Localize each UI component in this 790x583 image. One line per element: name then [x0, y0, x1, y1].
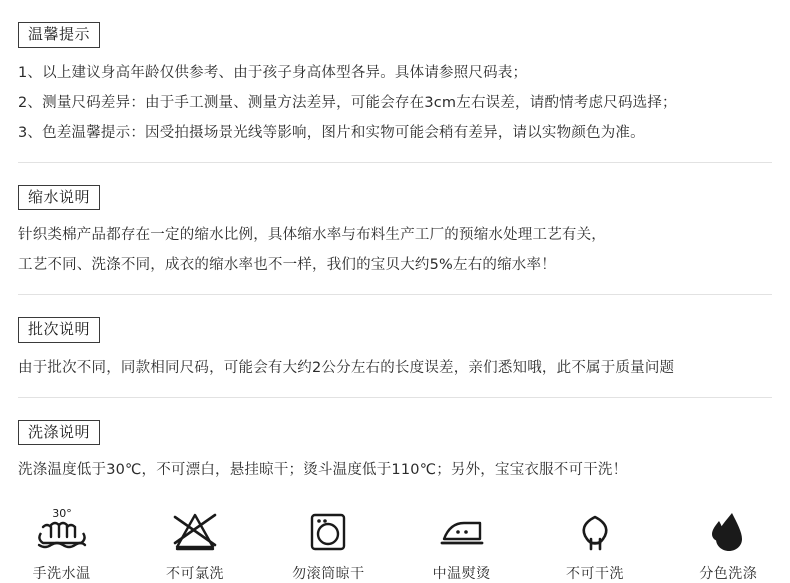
wash-symbol-label: 不可氯洗: [166, 566, 224, 582]
wash-care-symbols: [18, 503, 772, 583]
wash-symbol-wash-separately: [685, 503, 772, 583]
wash-symbol-no-tumble-dry: [285, 503, 372, 583]
section-batch: [18, 295, 772, 398]
section-tag-batch: 批次说明: [18, 317, 100, 343]
hand-wash-icon: [18, 503, 105, 559]
note-line: 针织类棉产品都存在一定的缩水比例，具体缩水率与布料生产工厂的预缩水处理工艺有关，: [18, 227, 606, 243]
note-line: 由于批次不同，同款相同尺码，可能会有大约2公分左右的长度误差，亲们悉知哦，此不属于质量问题: [18, 359, 675, 376]
section-body: [18, 349, 772, 383]
note-line: 2、测量尺码差异：由于手工测量、测量方法差异，可能会存在3cm左右误差，请酌情考虑尺码选择；: [18, 94, 677, 111]
wash-symbol-iron-medium: [418, 503, 505, 583]
no-tumble-dry-icon: [285, 503, 372, 559]
note-line: 1、以上建议身高年龄仅供参考、由于孩子身高体型各异。具体请参照尺码表；: [18, 64, 528, 81]
section-washing: [18, 398, 772, 583]
section-header: [18, 295, 772, 349]
wash-symbol-label: 勿滚筒晾干: [292, 566, 365, 582]
wash-symbol-label: 不可干洗: [565, 566, 624, 582]
section-warm-tips: [18, 0, 772, 163]
section-tag-washing: 洗涤说明: [18, 420, 100, 446]
wash-symbol-hand-wash: [18, 503, 105, 583]
hand-wash-temperature: 30°: [51, 507, 72, 520]
note-line: 工艺不同、洗涤不同，成衣的缩水率也不一样，我们的宝贝大约5%左右的缩水率！: [18, 257, 556, 273]
section-tag-warm-tips: 温馨提示: [18, 22, 100, 48]
section-header: [18, 163, 772, 217]
section-tag-shrinkage: 缩水说明: [18, 185, 100, 211]
iron-medium-icon: [418, 503, 505, 559]
wash-symbol-no-dry-clean: [551, 503, 638, 583]
no-dry-clean-icon: [551, 503, 638, 559]
section-header: [18, 398, 772, 452]
wash-separately-icon: [685, 503, 772, 559]
wash-symbol-label: 分色洗涤: [699, 566, 758, 582]
wash-symbol-no-bleach: [151, 503, 238, 583]
wash-symbol-label: 手洗水温: [32, 566, 91, 582]
wash-symbol-label: 中温熨烫: [432, 566, 491, 582]
section-body: [18, 54, 772, 148]
section-shrinkage: [18, 163, 772, 296]
section-body: [18, 451, 772, 485]
section-body: [18, 216, 772, 280]
note-line: 3、色差温馨提示：因受拍摄场景光线等影响，图片和实物可能会稍有差异，请以实物颜色为准。: [18, 124, 645, 141]
note-line: 洗涤温度低于30℃，不可漂白，悬挂晾干；烫斗温度低于110℃；另外，宝宝衣服不可干洗！: [18, 462, 628, 478]
no-bleach-icon: [151, 503, 238, 559]
section-header: [18, 0, 772, 54]
